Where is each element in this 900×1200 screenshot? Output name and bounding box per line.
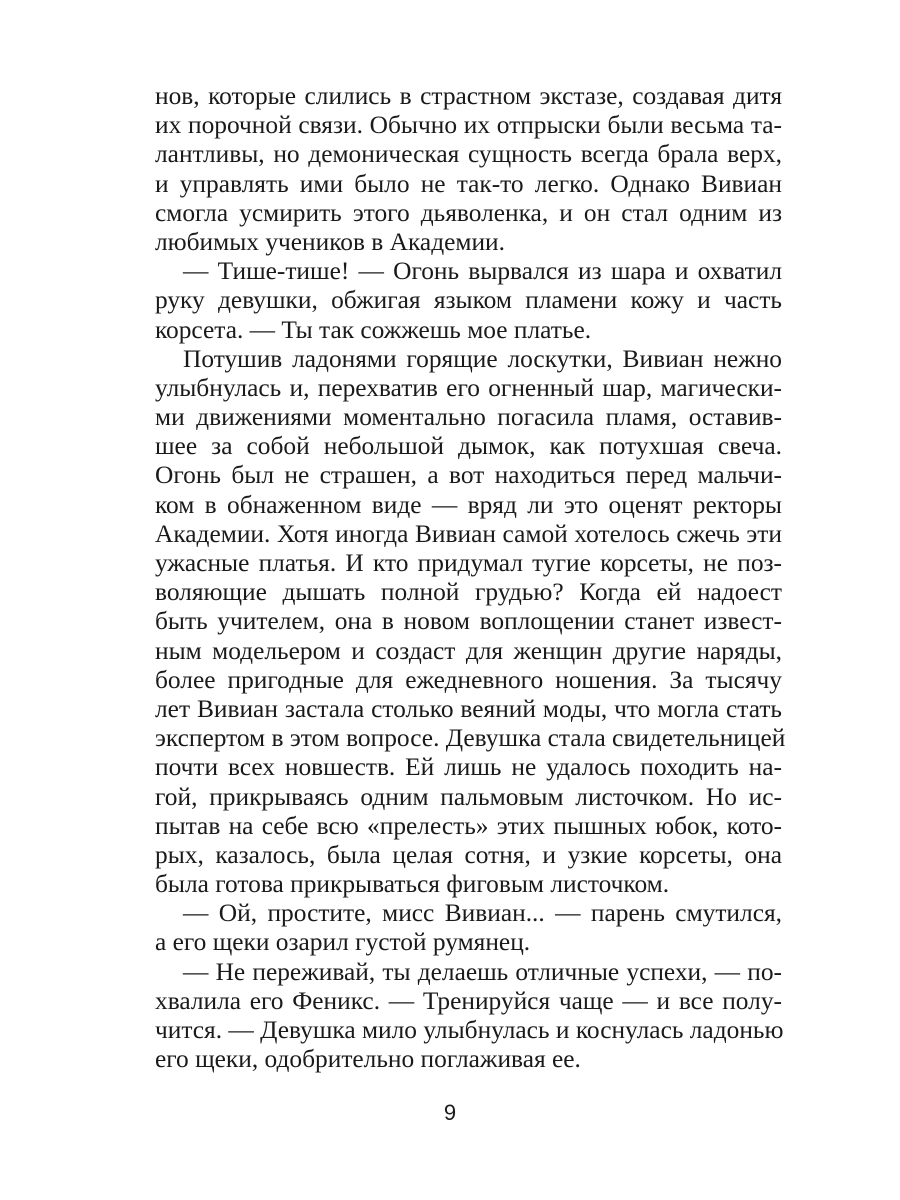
- text-line: Академии. Хотя иногда Вивиан самой хотелось сжечь эти: [155, 519, 782, 548]
- text-line: экспертом в этом вопросе. Девушка стала свидетельницей: [155, 724, 786, 753]
- text-line: лантливы, но демоническая сущность всегда брала верх,: [155, 140, 782, 169]
- text-line: корсета. — Ты так сожжешь мое платье.: [155, 315, 592, 344]
- text-line: их порочной связи. Обычно их отпрыски были весьма та-: [155, 111, 782, 140]
- text-line: рых, казалось, была целая сотня, и узкие корсеты, она: [155, 840, 782, 869]
- text-line: ми движениями моментально погасила пламя, оставив-: [155, 403, 782, 432]
- text-line: была готова прикрываться фиговым листочком.: [155, 870, 670, 899]
- text-line: быть учителем, она в новом воплощении станет извест-: [155, 607, 782, 636]
- text-line: Огонь был не страшен, а вот находиться перед мальчи-: [155, 461, 782, 490]
- text-line: Потушив ладонями горящие лоскутки, Вивиан нежно: [183, 344, 782, 373]
- text-line: чится. — Девушка мило улыбнулась и коснулась ладонью: [155, 1016, 784, 1044]
- text-line: — Не переживай, ты делаешь отличные успехи, — по-: [183, 957, 782, 986]
- text-line: шее за собой небольшой дымок, как потухшая свеча.: [155, 432, 782, 461]
- page-number: 9: [443, 1100, 457, 1125]
- text-line: гой, прикрываясь одним пальмовым листочком. Но ис-: [155, 782, 782, 811]
- text-line: более пригодные для ежедневного ношения. За тысячу: [155, 665, 782, 694]
- text-line: — Тише-тише! — Огонь вырвался из шара и охватил: [183, 257, 782, 286]
- text-line: руку девушки, обжигая языком пламени кожу и часть: [155, 286, 782, 315]
- text-line: почти всех новшеств. Ей лишь не удалось походить на-: [155, 753, 782, 782]
- page-body-text: [155, 82, 786, 1074]
- text-line: смогла усмирить этого дьяволенка, и он стал одним из: [155, 198, 782, 227]
- text-line: любимых учеников в Академии.: [155, 227, 505, 256]
- text-line: ком в обнаженном виде — вряд ли это оценят ректоры: [155, 490, 782, 519]
- text-line: хвалила его Феникс. — Тренируйся чаще — и все полу-: [155, 986, 782, 1015]
- text-line: воляющие дышать полной грудью? Когда ей надоест: [155, 578, 782, 607]
- text-line: пытав на себе всю «прелесть» этих пышных юбок, кото-: [155, 811, 782, 840]
- text-line: и управлять ими было не так-то легко. Однако Вивиан: [155, 169, 782, 198]
- text-line: нов, которые слились в страстном экстазе, создавая дитя: [155, 82, 782, 110]
- text-line: ужасные платья. И кто придумал тугие корсеты, не поз-: [155, 549, 782, 577]
- text-line: а его щеки озарил густой румянец.: [155, 928, 531, 957]
- text-line: его щеки, одобрительно поглаживая ее.: [155, 1045, 581, 1074]
- text-line: — Ой, простите, мисс Вивиан... — парень смутился,: [183, 899, 782, 928]
- text-line: лет Вивиан застала столько веяний моды, что могла стать: [155, 694, 782, 723]
- text-line: ным модельером и создаст для женщин другие наряды,: [155, 636, 782, 665]
- text-line: улыбнулась и, перехватив его огненный шар, магически-: [155, 373, 782, 402]
